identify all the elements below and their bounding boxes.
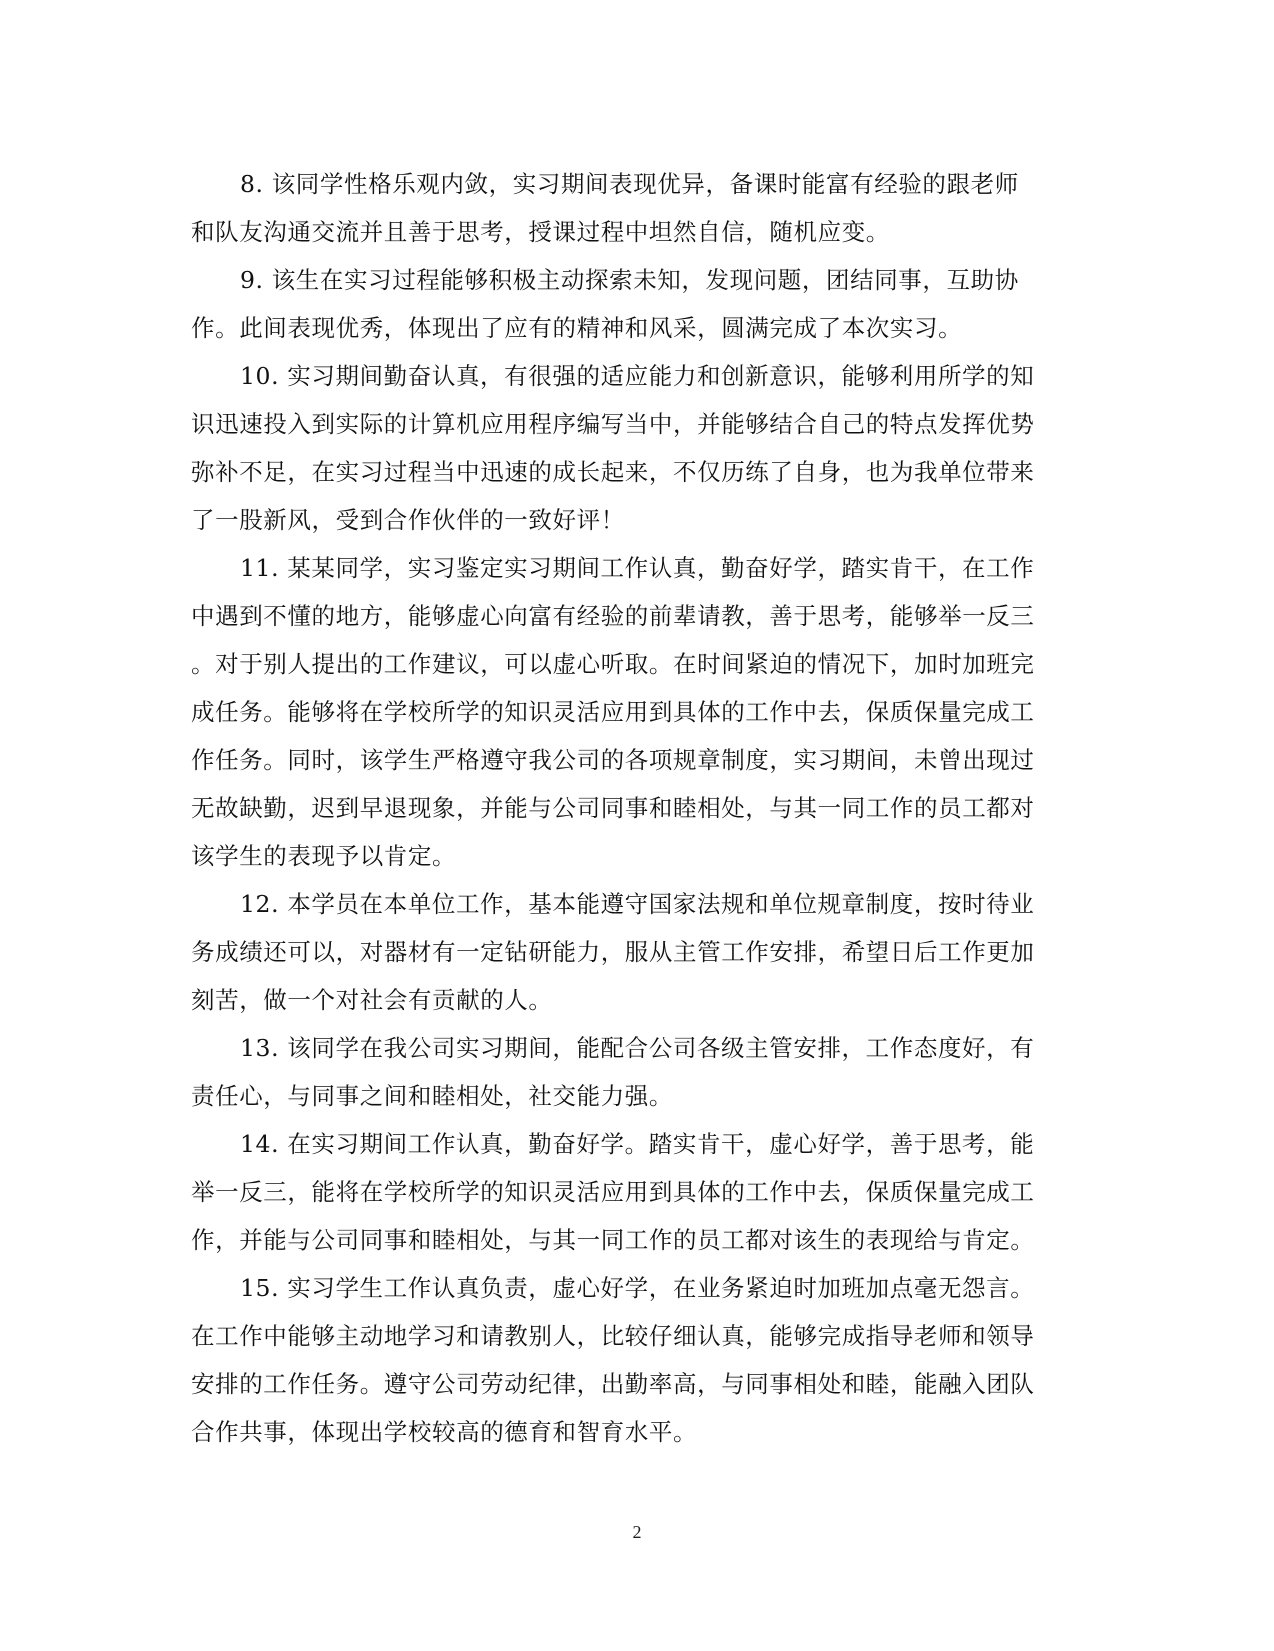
paragraph-11	[191, 544, 1059, 880]
paragraph-line: 成任务。能够将在学校所学的知识灵活应用到具体的工作中去，保质保量完成工	[191, 698, 1035, 726]
paragraph-line: 举一反三，能将在学校所学的知识灵活应用到具体的工作中去，保质保量完成工	[191, 1178, 1035, 1206]
paragraph-8	[191, 160, 1059, 256]
paragraph-15	[191, 1264, 1059, 1456]
paragraph-12	[191, 880, 1059, 1024]
paragraph-line: 和队友沟通交流并且善于思考，授课过程中坦然自信，随机应变。	[191, 218, 890, 246]
paragraph-line: 11. 某某同学，实习鉴定实习期间工作认真，勤奋好学，踏实肯干，在工作	[240, 554, 1035, 582]
paragraph-line: 作。此间表现优秀，体现出了应有的精神和风采，圆满完成了本次实习。	[191, 314, 963, 342]
paragraph-14	[191, 1120, 1059, 1264]
paragraph-line: 10. 实习期间勤奋认真，有很强的适应能力和创新意识，能够利用所学的知	[240, 362, 1035, 390]
paragraph-line: 弥补不足，在实习过程当中迅速的成长起来，不仅历练了自身，也为我单位带来	[191, 458, 1035, 486]
paragraph-9	[191, 256, 1059, 352]
paragraph-line: 刻苦，做一个对社会有贡献的人。	[191, 986, 553, 1014]
paragraph-line: 责任心，与同事之间和睦相处，社交能力强。	[191, 1082, 673, 1110]
paragraph-line: 。对于别人提出的工作建议，可以虚心听取。在时间紧迫的情况下，加时加班完	[191, 650, 1035, 678]
paragraph-line: 8. 该同学性格乐观内敛，实习期间表现优异，备课时能富有经验的跟老师	[240, 170, 1019, 198]
paragraph-13	[191, 1024, 1059, 1120]
paragraph-line: 无故缺勤，迟到早退现象，并能与公司同事和睦相处，与其一同工作的员工都对	[191, 794, 1035, 822]
paragraph-line: 中遇到不懂的地方，能够虚心向富有经验的前辈请教，善于思考，能够举一反三	[191, 602, 1035, 630]
paragraph-line: 在工作中能够主动地学习和请教别人，比较仔细认真，能够完成指导老师和领导	[191, 1322, 1035, 1350]
paragraph-line: 12. 本学员在本单位工作，基本能遵守国家法规和单位规章制度，按时待业	[240, 890, 1035, 918]
paragraph-line: 该学生的表现予以肯定。	[191, 842, 457, 870]
paragraph-line: 9. 该生在实习过程能够积极主动探索未知，发现问题，团结同事，互助协	[240, 266, 1019, 294]
document-body	[191, 160, 1059, 1456]
paragraph-line: 了一股新风，受到合作伙伴的一致好评！	[191, 506, 625, 534]
paragraph-line: 安排的工作任务。遵守公司劳动纪律，出勤率高，与同事相处和睦，能融入团队	[191, 1370, 1035, 1398]
paragraph-line: 识迅速投入到实际的计算机应用程序编写当中，并能够结合自己的特点发挥优势	[191, 410, 1035, 438]
paragraph-line: 合作共事，体现出学校较高的德育和智育水平。	[191, 1418, 698, 1446]
page-number: 2	[632, 1522, 642, 1542]
paragraph-line: 务成绩还可以，对器材有一定钻研能力，服从主管工作安排，希望日后工作更加	[191, 938, 1035, 966]
paragraph-10	[191, 352, 1059, 544]
paragraph-line: 15. 实习学生工作认真负责，虚心好学，在业务紧迫时加班加点毫无怨言。	[240, 1274, 1035, 1302]
paragraph-line: 13. 该同学在我公司实习期间，能配合公司各级主管安排，工作态度好，有	[240, 1034, 1035, 1062]
paragraph-line: 作任务。同时，该学生严格遵守我公司的各项规章制度，实习期间，未曾出现过	[191, 746, 1035, 774]
paragraph-line: 作，并能与公司同事和睦相处，与其一同工作的员工都对该生的表现给与肯定。	[191, 1226, 1035, 1254]
paragraph-line: 14. 在实习期间工作认真，勤奋好学。踏实肯干，虚心好学，善于思考，能	[240, 1130, 1035, 1158]
